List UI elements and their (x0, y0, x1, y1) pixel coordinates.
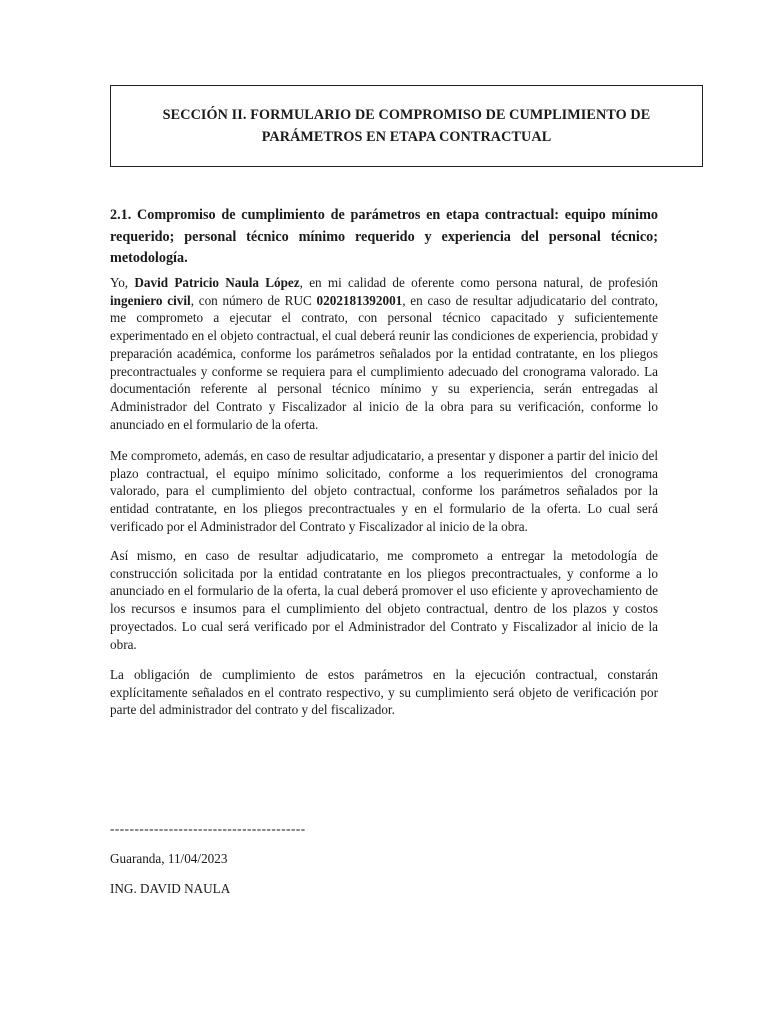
ruc-number: 0202181392001 (316, 292, 403, 308)
bidder-profession: ingeniero civil (110, 292, 191, 308)
signer-name: ING. DAVID NAULA (110, 881, 231, 896)
paragraph-commitment-methodology: Así mismo, en caso de resultar adjudicatario, me comprometo a entregar la metodología de construcción solicitada por la entidad contratante en los pliegos precontractuales, y conforme a lo anunciado en el formulario de la oferta, la cual deberá promover el uso eficiente y aprovechamiento de los recursos e insumos para el cumplimiento del objeto contractual, dentro de los plazos y costos proyectados. Lo cual será verificado por el Administrador del Contrato y Fiscalizador al inicio de la obra. (110, 548, 658, 652)
p1-text-4: , en caso de resultar adjudicatario del contrato, me comprometo a ejecutar el contrato, con personal técnico capacitado y suficientemente experimentado en el objeto contractual, el cual deberá reunir las condiciones de experiencia, probidad y preparación académica, conforme los parámetros señalados por la entidad contratante, en los pliegos precontractuales y conforme se requiera para el cumplimiento adecuado del cronograma valorado. La documentación referente al personal técnico mínimo y su experiencia, serán entregadas al Administrador del Contrato y Fiscalizador al inicio de la obra para su verificación, conforme lo anunciado en el formulario de la oferta. (110, 292, 658, 432)
p1-text-1: Yo, (110, 275, 135, 290)
p1-text-3: , con número de RUC (190, 292, 317, 308)
section-title-box (110, 85, 703, 167)
place-date: Guaranda, 11/04/2023 (110, 851, 228, 866)
subsection-heading: 2.1. Compromiso de cumplimiento de parámetros en etapa contractual: equipo mínimo requerido; personal técnico mínimo requerido y experiencia del personal técnico; metodología. (110, 207, 658, 266)
paragraph-commitment-equipment: Me comprometo, además, en caso de resultar adjudicatario, a presentar y disponer a partir del inicio del plazo contractual, el equipo mínimo solicitado, conforme a los requerimientos del cronograma valorado, para el cumplimiento del objeto contractual, conforme los parámetros señalados por la entidad contratante, en los pliegos precontractuales y en el formulario de la oferta. Lo cual será verificado por el Administrador del Contrato y Fiscalizador al inicio de la obra. (110, 448, 658, 534)
section-title-line-2: PARÁMETROS EN ETAPA CONTRACTUAL (261, 129, 552, 145)
bidder-name: David Patricio Naula López (134, 275, 300, 290)
paragraph-commitment-personnel (110, 274, 658, 433)
p1-text-2: , en mi calidad de oferente como persona natural, de profesión (299, 275, 659, 290)
paragraph-obligation: La obligación de cumplimiento de estos parámetros en la ejecución contractual, constarán explícitamente señalados en el contrato respectivo, y su cumplimiento será objeto de verificación por parte del administrador del contrato y del fiscalizador. (110, 667, 658, 718)
section-title-line-1: SECCIÓN II. FORMULARIO DE COMPROMISO DE CUMPLIMIENTO DE (162, 107, 651, 123)
signature-line: ---------------------------------------- (110, 821, 306, 836)
